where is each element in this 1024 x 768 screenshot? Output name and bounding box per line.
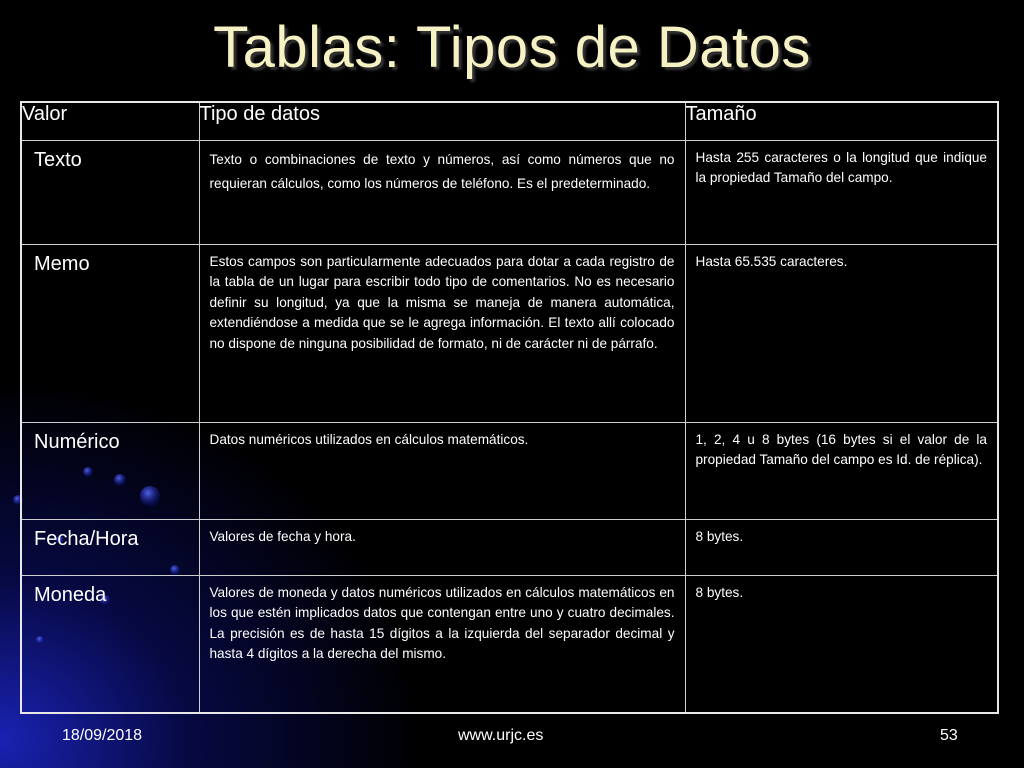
- column-header-tipo: Tipo de datos: [199, 102, 685, 140]
- cell-tamano: 1, 2, 4 u 8 bytes (16 bytes si el valor de la propiedad Tamaño del campo es Id. de réplica).: [685, 422, 998, 519]
- table-row: [21, 575, 998, 713]
- cell-tipo: Valores de fecha y hora.: [199, 519, 685, 575]
- footer-page-number: 53: [940, 727, 958, 744]
- table-header-row: [21, 102, 998, 140]
- cell-valor: Moneda: [21, 575, 199, 713]
- table-row: [21, 244, 998, 422]
- cell-tipo: Valores de moneda y datos numéricos utilizados en cálculos matemáticos en los que estén implicados datos que contengan entre uno y cuatro decimales. La precisión es de hasta 15 dígitos a la izquierda del separador decimal y hasta 4 dígitos a la derecha del mismo.: [199, 575, 685, 713]
- cell-tamano: 8 bytes.: [685, 519, 998, 575]
- cell-valor: Texto: [21, 140, 199, 244]
- cell-valor: Fecha/Hora: [21, 519, 199, 575]
- cell-tipo: Texto o combinaciones de texto y números, así como números que no requieran cálculos, como los números de teléfono. Es el predeterminado.: [199, 140, 685, 244]
- cell-tipo: Datos numéricos utilizados en cálculos matemáticos.: [199, 422, 685, 519]
- slide-title: Tablas: Tipos de Datos: [213, 15, 811, 80]
- cell-valor: Numérico: [21, 422, 199, 519]
- column-header-tamano: Tamaño: [685, 102, 998, 140]
- table-row: [21, 519, 998, 575]
- table-row: [21, 422, 998, 519]
- data-types-table: [20, 101, 999, 714]
- footer-url: www.urjc.es: [458, 727, 544, 744]
- cell-tipo: Estos campos son particularmente adecuados para dotar a cada registro de la tabla de un lugar para escribir todo tipo de comentarios. No es necesario definir su longitud, ya que la misma se maneja de manera automática, extendiéndose a medida que se le agrega información. El texto allí colocado no dispone de ninguna posibilidad de formato, ni de carácter ni de párrafo.: [199, 244, 685, 422]
- cell-tamano: Hasta 255 caracteres o la longitud que indique la propiedad Tamaño del campo.: [685, 140, 998, 244]
- cell-tamano: Hasta 65.535 caracteres.: [685, 244, 998, 422]
- column-header-valor: Valor: [21, 102, 199, 140]
- table-row: [21, 140, 998, 244]
- footer-date: 18/09/2018: [62, 727, 143, 744]
- cell-valor: Memo: [21, 244, 199, 422]
- cell-tamano: 8 bytes.: [685, 575, 998, 713]
